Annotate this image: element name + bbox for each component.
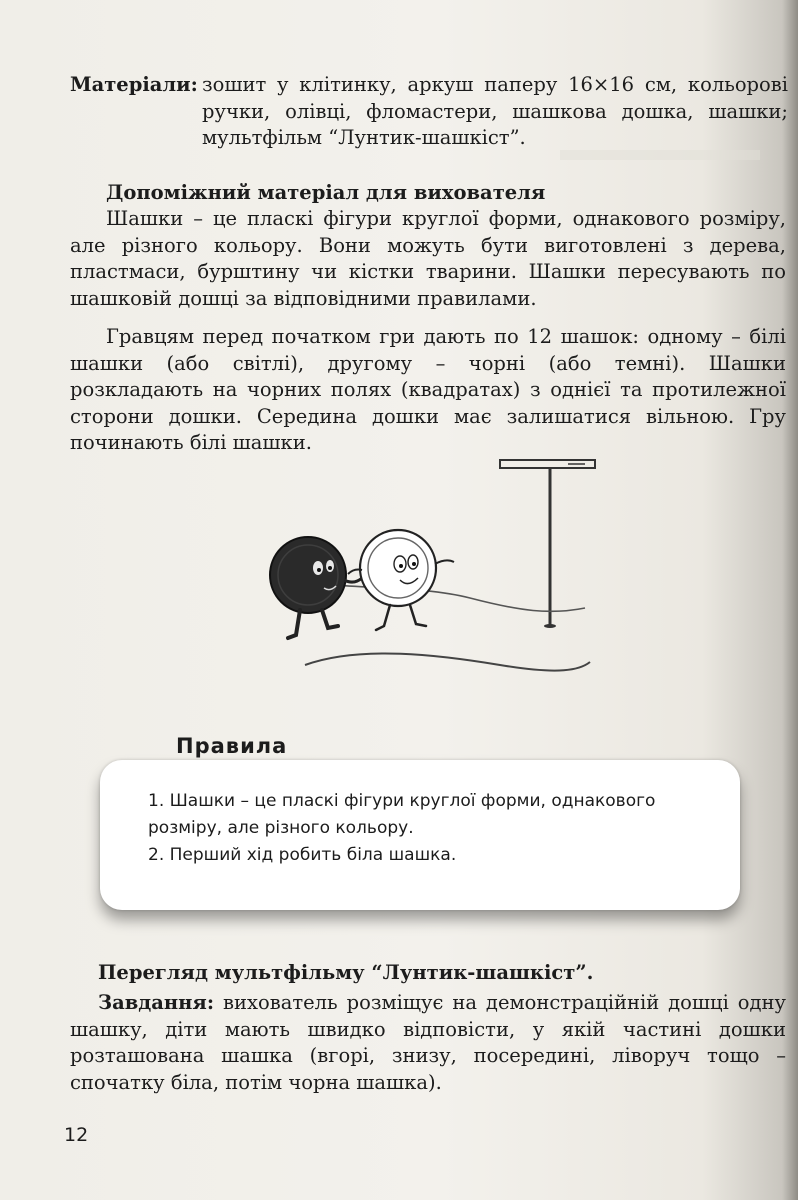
support-heading: Допоміжний матеріал для вихователя [106, 181, 546, 204]
black-checker-character [270, 537, 362, 638]
materials-label: Матеріали: [70, 73, 198, 96]
paragraph-2: Гравцям перед початком гри дають по 12 шашок: одному – білі шашки (або світлі), другому – чорні (або темні). Шашки розкладають на чорних полях (квадратах) з однієї та протилежної сторони дошки. Середина дошки має залишатися вільною. Гру починають білі шашки. [70, 325, 786, 454]
paragraph-1: Шашки – це пласкі фігури круглої форми, однакового розміру, але різного кольору. Вони можуть бути виготовлені з дерева, пластмаси, бурштину чи кістки тварини. Шашки пересувають по шашковій дошці за відповідними правилами. [70, 207, 786, 310]
rule-item-2: 2. Перший хід робить біла шашка. [148, 845, 457, 865]
white-checker-character [348, 530, 454, 630]
ground-line [305, 653, 590, 670]
page-number: 12 [64, 1124, 89, 1146]
cartoon-heading: Перегляд мультфільму “Лунтик-шашкіст”. [98, 961, 594, 984]
checkers-illustration [250, 440, 610, 690]
task-text: вихователь розміщує на демонстраційній дошці одну шашку, діти мають швидко відповісти, у якій частині дошки розташована шашка (вгорі, знизу, посередині, ліворуч тощо – спочатку біла, потім чорна шашка). [70, 991, 786, 1094]
task-label: Завдання: [98, 991, 215, 1014]
task-block [70, 990, 786, 1096]
materials-text: зошит у клітинку, аркуш паперу 16×16 см, кольорові ручки, олівці, фломастери, шашкова дошка, шашки; мультфільм “Лунтик-шашкіст”. [202, 73, 788, 149]
rule-item-1: 1. Шашки – це пласкі фігури круглої форми, однакового розміру, але різного кольору. [148, 791, 656, 838]
rules-title: Правила [176, 734, 288, 758]
rules-list [148, 788, 718, 869]
